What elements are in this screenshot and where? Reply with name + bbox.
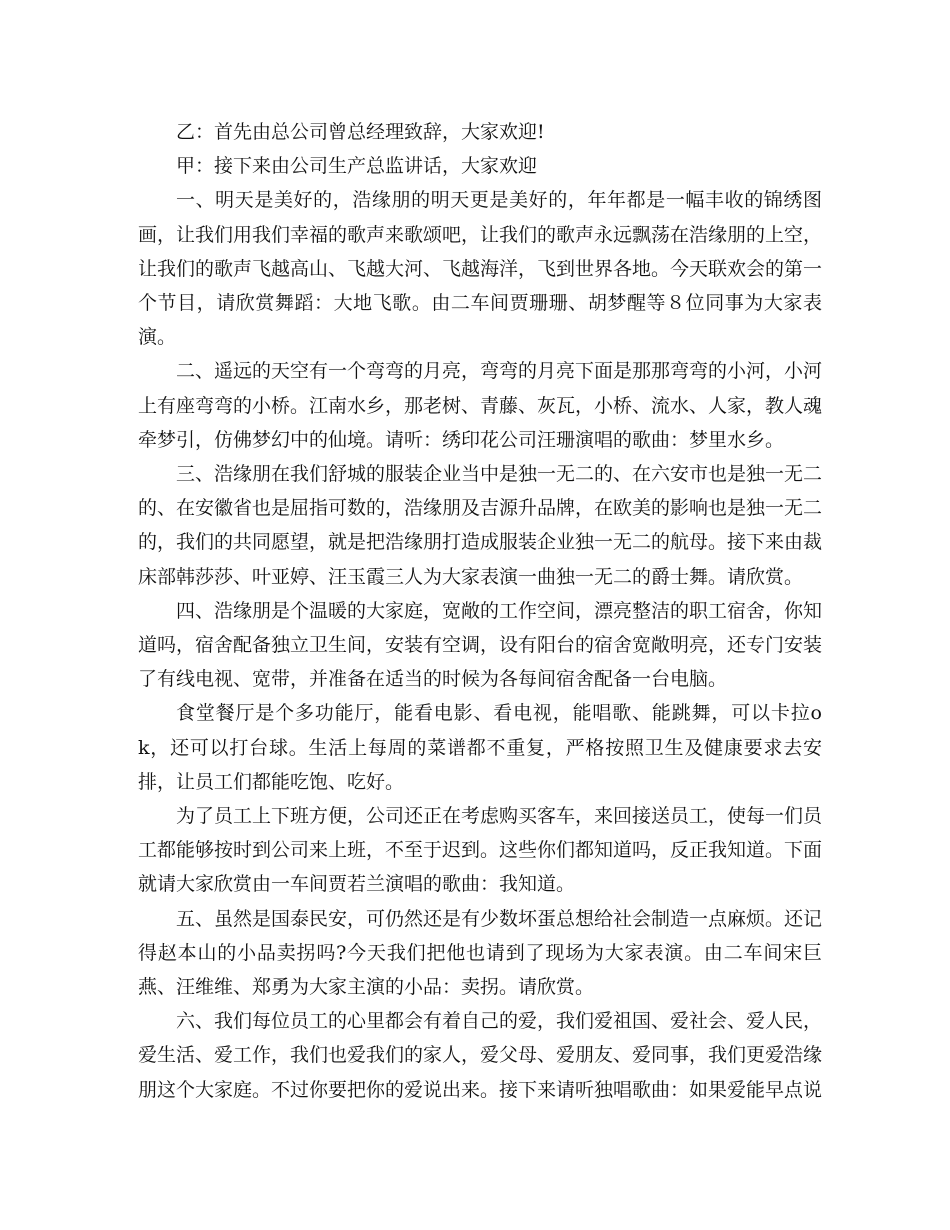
paragraph-commute: 为了员工上下班方便，公司还正在考虑购买客车，来回接送员工，使每一们员工都能够按时到公司来上班，不至于迟到。这些你们都知道吗，反正我知道。下面就请大家欣赏由一车间贾若兰演唱的歌曲：我知道。 (138, 805, 823, 896)
paragraph-canteen: 食堂餐厅是个多功能厅，能看电影、看电视，能唱歌、能跳舞，可以卡拉ok，还可以打台球。生活上每周的菜谱都不重复，严格按照卫生及健康要求去安排，让员工们都能吃饱、吃好。 (138, 702, 822, 793)
paragraph-program-5: 五、虽然是国泰民安，可仍然还是有少数坏蛋总想给社会制造一点麻烦。还记得赵本山的小品卖拐吗?今天我们把他也请到了现场为大家表演。由二车间宋巨燕、汪维维、郑勇为大家主演的小品：卖拐。请欣赏。 (138, 907, 823, 999)
paragraph-program-3: 三、浩缘朋在我们舒城的服装企业当中是独一无二的、在六安市也是独一无二的、在安徽省也是屈指可数的，浩缘朋及吉源升品牌，在欧美的影响也是独一无二的，我们的共同愿望，就是把浩缘朋打造成服装企业独一无二的航母。接下来由裁床部韩莎莎、叶亚婷、汪玉霞三人为大家表演一曲独一无二的爵士舞。请欣赏。 (138, 463, 823, 588)
paragraph-yi-opening: 乙：首先由总公司曾总经理致辞，大家欢迎! (176, 121, 545, 143)
paragraph-program-4: 四、浩缘朋是个温暖的大家庭，宽敞的工作空间，漂亮整洁的职工宿舍，你知道吗，宿舍配备独立卫生间，安装有空调，设有阳台的宿舍宽敞明亮，还专门安装了有线电视、宽带，并准备在适当的时候为各每间宿舍配备一台电脑。 (138, 599, 823, 691)
paragraph-program-6: 六、我们每位员工的心里都会有着自己的爱，我们爱祖国、爱社会、爱人民，爱生活、爱工作，我们也爱我们的家人，爱父母、爱朋友、爱同事，我们更爱浩缘朋这个大家庭。不过你要把你的爱说出来。接下来请听独唱歌曲：如果爱能早点说 (138, 1010, 823, 1101)
paragraph-program-2: 二、遥远的天空有一个弯弯的月亮，弯弯的月亮下面是那那弯弯的小河，小河上有座弯弯的小桥。江南水乡，那老树、青藤、灰瓦，小桥、流水、人家，教人魂牵梦引，仿佛梦幻中的仙境。请听：绣印花公司汪珊演唱的歌曲：梦里水乡。 (138, 360, 823, 451)
paragraph-jia-speech: 甲：接下来由公司生产总监讲话，大家欢迎 (176, 155, 538, 178)
paragraph-program-1: 一、明天是美好的，浩缘朋的明天更是美好的，年年都是一幅丰收的锦绣图画，让我们用我们幸福的歌声来歌颂吧，让我们的歌声永远飘荡在浩缘朋的上空，让我们的歌声飞越高山、飞越大河、飞越海洋，飞到世界各地。今天联欢会的第一个节目，请欣赏舞蹈：大地飞歌。由二车间贾珊珊、胡梦醒等８位同事为大家表演。 (138, 189, 823, 349)
document-body (138, 115, 822, 1107)
